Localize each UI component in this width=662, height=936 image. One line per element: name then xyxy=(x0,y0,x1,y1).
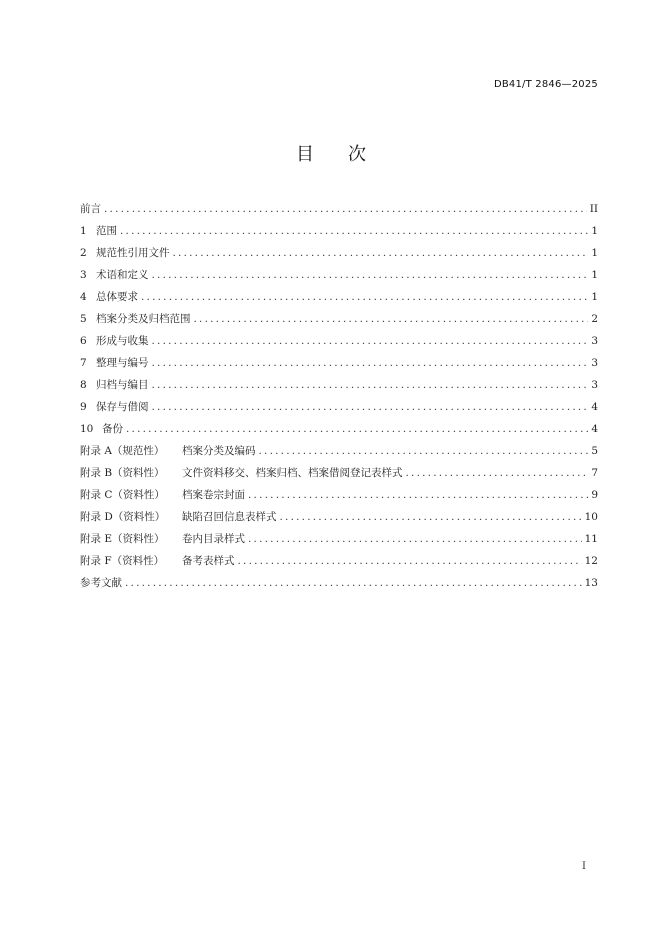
toc-entry-section-9[interactable] xyxy=(80,396,598,418)
toc-entry-section-6[interactable] xyxy=(80,330,598,352)
toc-entry-number: 9 xyxy=(80,401,87,413)
toc-entry-page: 7 xyxy=(591,467,598,479)
toc-entry-number: 10 xyxy=(80,423,94,435)
toc-entry-page: 2 xyxy=(591,313,598,325)
toc-entry-page: 4 xyxy=(591,423,598,435)
toc-entry-section-10[interactable] xyxy=(80,418,598,440)
toc-entry-section-8[interactable] xyxy=(80,374,598,396)
toc-entry-foreword[interactable] xyxy=(80,198,598,220)
toc-entry-page: 1 xyxy=(591,291,598,303)
toc-entry-page: 3 xyxy=(591,335,598,347)
toc-entry-page: 10 xyxy=(584,511,598,523)
toc-entry-label: 档案分类及编码 xyxy=(182,445,256,457)
toc-entry-page: 1 xyxy=(591,225,598,237)
toc-entry-label: 参考文献 xyxy=(80,577,122,589)
toc-entry-number: 2 xyxy=(80,247,87,259)
toc-entry-page: 1 xyxy=(591,269,598,281)
toc-entry-number: 5 xyxy=(80,313,87,325)
toc-entry-number: 附录 E（资料性） xyxy=(80,533,165,545)
toc-entry-number: 附录 B（资料性） xyxy=(80,467,165,479)
toc-leader-dots xyxy=(194,308,589,330)
toc-entry-appendix-b[interactable] xyxy=(80,462,598,484)
toc-entry-number: 4 xyxy=(80,291,87,303)
toc-entry-label: 整理与编号 xyxy=(96,357,149,369)
toc-entry-label: 形成与收集 xyxy=(96,335,149,347)
toc-entry-page: 3 xyxy=(591,357,598,369)
toc-entry-page: 5 xyxy=(591,445,598,457)
toc-entry-page: 12 xyxy=(584,555,598,567)
toc-entry-section-3[interactable] xyxy=(80,264,598,286)
toc-entry-number: 附录 C（资料性） xyxy=(80,489,165,501)
toc-entry-page: 4 xyxy=(591,401,598,413)
toc-entry-number: 7 xyxy=(80,357,87,369)
toc-leader-dots xyxy=(152,330,589,352)
toc-leader-dots xyxy=(141,286,588,308)
toc-leader-dots xyxy=(126,418,588,440)
standard-code: DB41/T 2846—2025 xyxy=(493,79,598,90)
toc-entry-label: 档案分类及归档范围 xyxy=(96,313,191,325)
toc-entry-number: 附录 D（资料性） xyxy=(80,511,166,523)
toc-entry-section-7[interactable] xyxy=(80,352,598,374)
toc-entry-section-5[interactable] xyxy=(80,308,598,330)
toc-entry-label: 术语和定义 xyxy=(96,269,149,281)
toc-leader-dots xyxy=(104,198,587,220)
toc-entry-label: 备考表样式 xyxy=(182,555,235,567)
toc-entry-appendix-c[interactable] xyxy=(80,484,598,506)
toc-leader-dots xyxy=(125,572,582,594)
toc-entry-page: II xyxy=(589,203,598,215)
toc-entry-label: 范围 xyxy=(96,225,117,237)
toc-entry-number: 附录 A（规范性） xyxy=(80,445,165,457)
toc-leader-dots xyxy=(259,440,589,462)
toc-entry-number: 8 xyxy=(80,379,87,391)
toc-entry-number: 6 xyxy=(80,335,87,347)
toc-entry-appendix-f[interactable] xyxy=(80,550,598,572)
toc-entry-references[interactable] xyxy=(80,572,598,594)
toc-leader-dots xyxy=(152,264,589,286)
toc-entry-section-2[interactable] xyxy=(80,242,598,264)
toc-entry-appendix-e[interactable] xyxy=(80,528,598,550)
toc-entry-page: 11 xyxy=(584,533,598,545)
toc-entry-number: 附录 F（资料性） xyxy=(80,555,165,567)
toc-entry-label: 规范性引用文件 xyxy=(96,247,170,259)
toc-entry-section-1[interactable] xyxy=(80,220,598,242)
toc-entry-page: 1 xyxy=(591,247,598,259)
toc-leader-dots xyxy=(248,484,588,506)
toc-entry-label: 前言 xyxy=(80,203,101,215)
toc-entry-label: 保存与借阅 xyxy=(96,401,149,413)
page-title: 目次 xyxy=(296,144,400,165)
toc-entry-label: 卷内目录样式 xyxy=(182,533,245,545)
toc-entry-label: 文件资料移交、档案归档、档案借阅登记表样式 xyxy=(182,467,403,479)
toc-entry-label: 缺陷召回信息表样式 xyxy=(182,511,277,523)
toc-entry-label: 总体要求 xyxy=(96,291,138,303)
toc-entry-appendix-d[interactable] xyxy=(80,506,598,528)
toc-entry-appendix-a[interactable] xyxy=(80,440,598,462)
toc-leader-dots xyxy=(248,528,582,550)
toc-leader-dots xyxy=(152,352,589,374)
toc-entry-page: 13 xyxy=(584,577,598,589)
toc-leader-dots xyxy=(120,220,588,242)
toc-entry-page: 9 xyxy=(591,489,598,501)
toc-leader-dots xyxy=(152,374,589,396)
table-of-contents xyxy=(80,198,598,594)
toc-leader-dots xyxy=(238,550,582,572)
toc-entry-label: 归档与编目 xyxy=(96,379,149,391)
toc-entry-page: 3 xyxy=(591,379,598,391)
toc-entry-section-4[interactable] xyxy=(80,286,598,308)
toc-entry-number: 1 xyxy=(80,225,87,237)
toc-entry-label: 备份 xyxy=(102,423,123,435)
toc-entry-number: 3 xyxy=(80,269,87,281)
toc-leader-dots xyxy=(152,396,589,418)
toc-entry-label: 档案卷宗封面 xyxy=(182,489,245,501)
toc-leader-dots xyxy=(406,462,589,484)
toc-leader-dots xyxy=(173,242,589,264)
toc-leader-dots xyxy=(280,506,582,528)
page-number: I xyxy=(582,861,586,872)
